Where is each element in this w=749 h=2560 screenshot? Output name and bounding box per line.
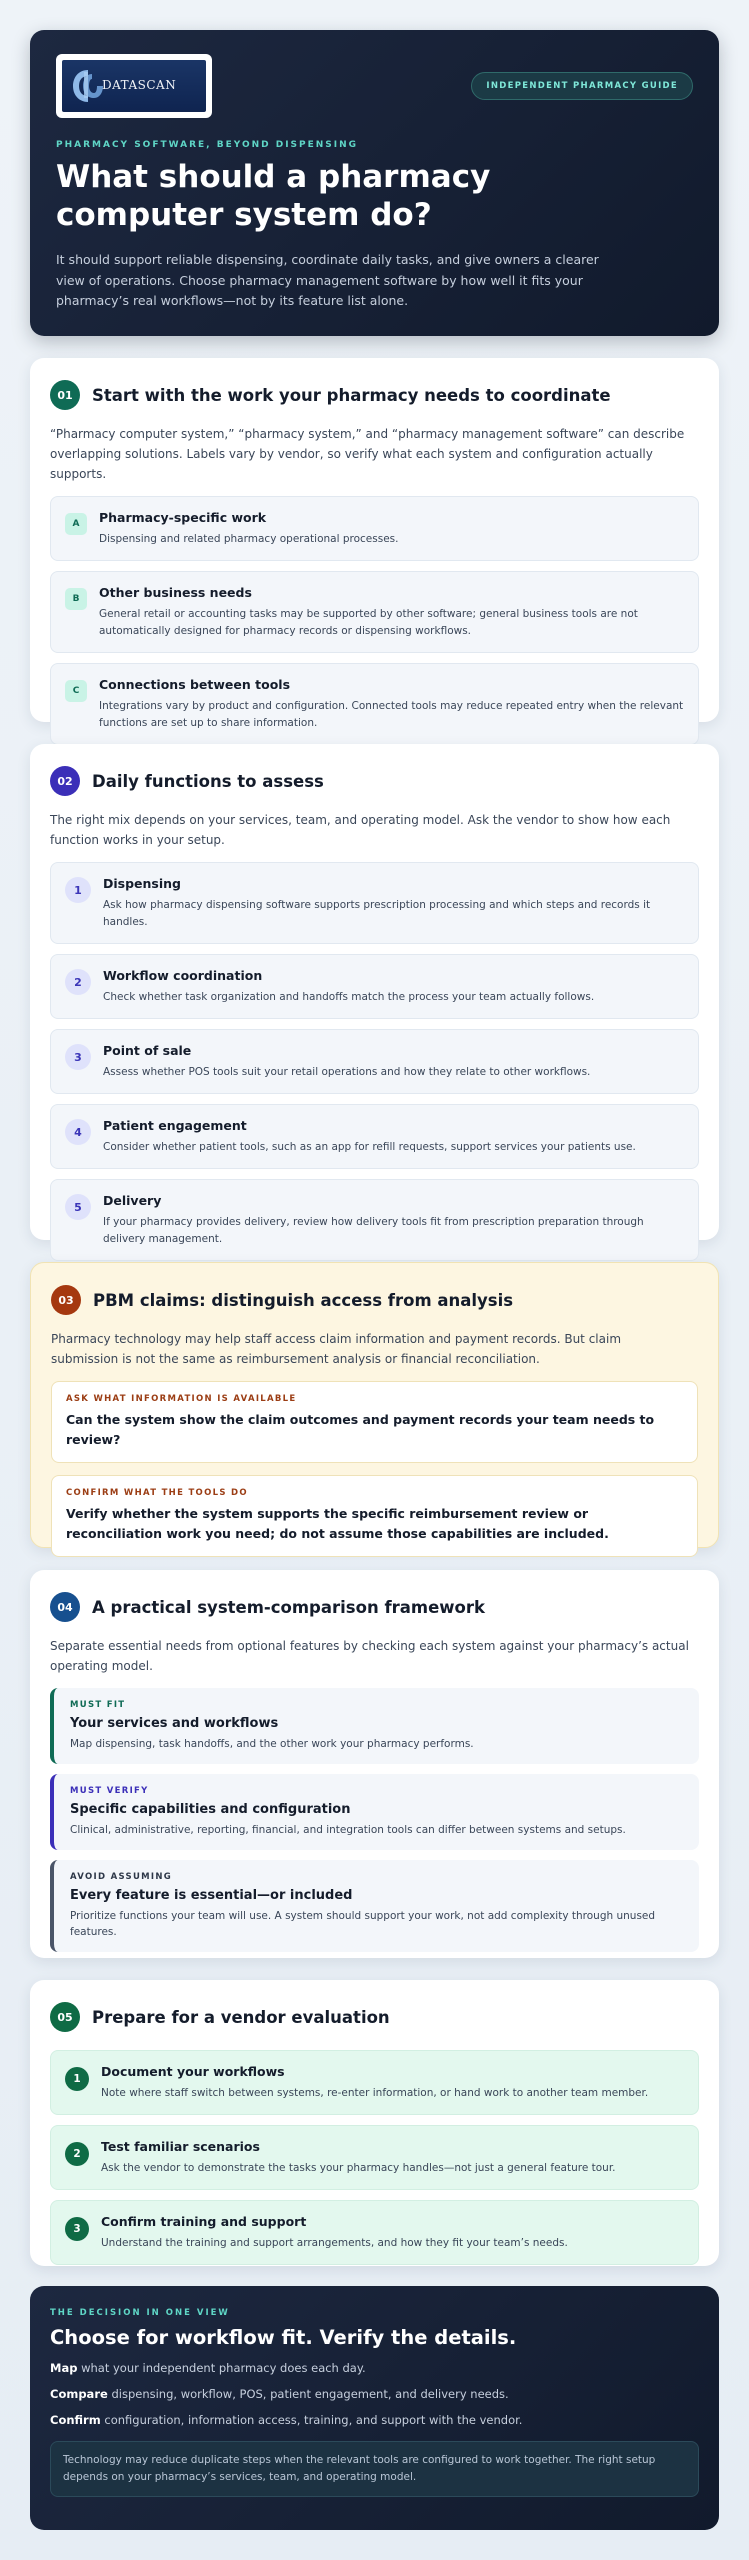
- item-title: Workflow coordination: [103, 968, 263, 983]
- section-title: A practical system-comparison framework: [92, 1597, 485, 1617]
- callout-label: CONFIRM WHAT THE TOOLS DO: [66, 1488, 248, 1498]
- item-text: Note where staff switch between systems, re-enter information, or hand work to another team member.: [101, 2087, 649, 2099]
- step-number-badge: 2: [65, 2142, 89, 2166]
- framework-title: Specific capabilities and configuration: [70, 1802, 351, 1817]
- step-number-badge: 1: [65, 877, 91, 903]
- item-text: Ask how pharmacy dispensing software supports prescription processing and which steps and records it handles.: [103, 899, 651, 928]
- summary-title: Choose for workflow fit. Verify the details.: [50, 2326, 517, 2349]
- item-text: Integrations vary by product and configuration. Connected tools may reduce repeated entry when the relevant functions are set up to share information.: [99, 700, 684, 729]
- summary-keyword: Compare: [50, 2387, 108, 2401]
- letter-badge: A: [65, 513, 87, 535]
- section-number-badge: 04: [50, 1592, 80, 1622]
- summary-line-confirm: [50, 2413, 699, 2427]
- item-title: Point of sale: [103, 1043, 192, 1058]
- letter-badge: B: [65, 588, 87, 610]
- summary-line-compare: [50, 2387, 699, 2401]
- section-coordinate-work: [30, 358, 719, 729]
- decision-summary: [30, 2286, 719, 2530]
- hero-eyebrow: PHARMACY SOFTWARE, BEYOND DISPENSING: [56, 140, 359, 150]
- checklist-item: [50, 2125, 699, 2190]
- section-pbm-claims: [30, 1262, 719, 1548]
- letter-badge: C: [65, 680, 87, 702]
- datascan-logo[interactable]: [56, 54, 212, 118]
- section-title: Daily functions to assess: [92, 771, 324, 791]
- guide-badge: INDEPENDENT PHARMACY GUIDE: [471, 72, 693, 100]
- item-text: Check whether task organization and handoffs match the process your team actually follows.: [103, 991, 595, 1003]
- callout-text: Can the system show the claim outcomes and payment records your team needs to review?: [66, 1412, 655, 1447]
- checklist-item: [50, 2050, 699, 2115]
- framework-label: MUST FIT: [70, 1700, 126, 1710]
- item-title: Test familiar scenarios: [101, 2139, 260, 2154]
- item-text: Dispensing and related pharmacy operational processes.: [99, 533, 399, 545]
- framework-title: Your services and workflows: [70, 1716, 279, 1731]
- summary-note: Technology may reduce duplicate steps when the relevant tools are configured to work together. The right setup depends on your pharmacy’s services, team, and operating model.: [50, 2441, 699, 2497]
- item-title: Connections between tools: [99, 677, 291, 692]
- summary-text: what your independent pharmacy does each day.: [77, 2361, 366, 2375]
- item-title: Other business needs: [99, 585, 252, 600]
- section-number-badge: 02: [50, 766, 80, 796]
- step-number-badge: 3: [65, 2217, 89, 2241]
- callout-text: Verify whether the system supports the specific reimbursement review or reconciliation work you need; do not assume those capabilities are included.: [66, 1506, 609, 1541]
- item-title: Pharmacy-specific work: [99, 510, 267, 525]
- summary-line-map: [50, 2361, 699, 2375]
- callout-label: ASK WHAT INFORMATION IS AVAILABLE: [66, 1394, 297, 1404]
- list-item: [50, 954, 699, 1019]
- item-title: Dispensing: [103, 876, 181, 891]
- framework-label: AVOID ASSUMING: [70, 1872, 173, 1882]
- hero-description: It should support reliable dispensing, coordinate daily tasks, and give owners a clearer view of operations. Choose pharmacy management software by how well it fits your pharmacy’s real workflows—not by its feature list alone.: [56, 252, 599, 308]
- step-number-badge: 3: [65, 1044, 91, 1070]
- framework-item-must-verify: [50, 1774, 699, 1850]
- section-comparison-framework: [30, 1570, 719, 1958]
- page-title: What should a pharmacy computer system do?: [56, 159, 491, 233]
- item-text: Understand the training and support arrangements, and how they fit your team’s needs.: [101, 2237, 568, 2249]
- framework-text: Clinical, administrative, reporting, financial, and integration tools can differ between systems and setups.: [70, 1824, 626, 1836]
- section-intro: Separate essential needs from optional features by checking each system against your pharmacy’s actual operating model.: [50, 1639, 689, 1673]
- list-item: [50, 1104, 699, 1169]
- framework-title: Every feature is essential—or included: [70, 1888, 353, 1903]
- summary-text: dispensing, workflow, POS, patient engagement, and delivery needs.: [107, 2387, 509, 2401]
- list-item: [50, 862, 699, 944]
- section-intro: “Pharmacy computer system,” “pharmacy system,” and “pharmacy management software” can describe overlapping solutions. Labels vary by vendor, so verify what each system and configuration actually supports.: [50, 427, 685, 481]
- item-text: Ask the vendor to demonstrate the tasks your pharmacy handles—not just a general feature tour.: [101, 2162, 616, 2174]
- framework-item-must-fit: [50, 1688, 699, 1764]
- list-item: [50, 1179, 699, 1261]
- list-item: [50, 496, 699, 561]
- step-number-badge: 1: [65, 2067, 89, 2091]
- callout-box: [51, 1381, 698, 1463]
- section-daily-functions: [30, 744, 719, 1245]
- item-title: Delivery: [103, 1193, 162, 1208]
- step-number-badge: 2: [65, 969, 91, 995]
- list-item: [50, 1029, 699, 1094]
- item-text: Consider whether patient tools, such as an app for refill requests, support services your patients use.: [103, 1141, 636, 1153]
- section-title: Start with the work your pharmacy needs to coordinate: [92, 385, 611, 405]
- item-text: Assess whether POS tools suit your retail operations and how they relate to other workflows.: [103, 1066, 591, 1078]
- item-text: If your pharmacy provides delivery, review how delivery tools fit from prescription preparation through delivery management.: [103, 1216, 644, 1245]
- list-item: [50, 663, 699, 745]
- section-title: PBM claims: distinguish access from analysis: [93, 1290, 514, 1310]
- section-number-badge: 03: [51, 1285, 81, 1315]
- section-vendor-evaluation: [30, 1980, 719, 2266]
- list-item: [50, 571, 699, 653]
- step-number-badge: 5: [65, 1194, 91, 1220]
- framework-text: Map dispensing, task handoffs, and the other work your pharmacy performs.: [70, 1738, 474, 1750]
- summary-keyword: Confirm: [50, 2413, 101, 2427]
- section-number-badge: 05: [50, 2002, 80, 2032]
- section-intro: Pharmacy technology may help staff access claim information and payment records. But claim submission is not the same as reimbursement analysis or financial reconciliation.: [51, 1332, 622, 1366]
- item-title: Confirm training and support: [101, 2214, 307, 2229]
- item-text: General retail or accounting tasks may be supported by other software; general business tools are not automatically designed for pharmacy records or dispensing workflows.: [99, 608, 638, 637]
- hero-banner: [30, 30, 719, 336]
- checklist-item: [50, 2200, 699, 2265]
- item-title: Patient engagement: [103, 1118, 247, 1133]
- step-number-badge: 4: [65, 1119, 91, 1145]
- callout-box: [51, 1475, 698, 1557]
- section-number-badge: 01: [50, 380, 80, 410]
- summary-keyword: Map: [50, 2361, 78, 2375]
- section-intro: The right mix depends on your services, team, and operating model. Ask the vendor to show how each function works in your setup.: [50, 813, 671, 847]
- section-title: Prepare for a vendor evaluation: [92, 2007, 390, 2027]
- item-title: Document your workflows: [101, 2064, 285, 2079]
- summary-text: configuration, information access, training, and support with the vendor.: [100, 2413, 523, 2427]
- framework-text: Prioritize functions your team will use. A system should support your work, not add complexity through unused features.: [70, 1910, 656, 1938]
- framework-label: MUST VERIFY: [70, 1786, 149, 1796]
- logo-wordmark: DATASCAN: [102, 78, 177, 92]
- summary-eyebrow: THE DECISION IN ONE VIEW: [50, 2308, 230, 2318]
- framework-item-avoid-assuming: [50, 1860, 699, 1952]
